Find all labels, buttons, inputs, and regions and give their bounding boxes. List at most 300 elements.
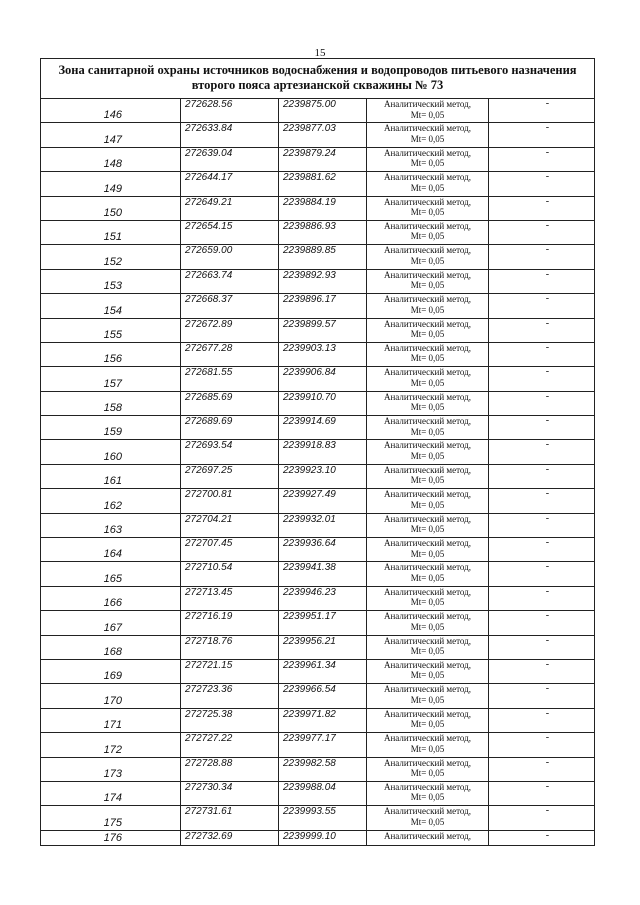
x-coordinate-cell — [181, 270, 279, 293]
accuracy-label: Mt= 0,05 — [410, 768, 445, 779]
y-coordinate-cell — [279, 538, 367, 561]
method-cell — [367, 392, 489, 415]
point-number: 151 — [103, 231, 122, 244]
method-label: Аналитический метод, — [383, 416, 472, 427]
y-coordinate: 2239932.01 — [283, 513, 336, 525]
table-row — [41, 294, 594, 318]
point-number-cell — [41, 465, 181, 488]
extra-value: - — [545, 538, 550, 549]
method-label: Аналитический метод, — [383, 538, 472, 549]
extra-cell — [489, 343, 594, 366]
table-row — [41, 319, 594, 343]
y-coordinate: 2239899.57 — [283, 318, 336, 330]
y-coordinate-cell — [279, 587, 367, 610]
method-cell — [367, 440, 489, 463]
extra-value: - — [545, 147, 550, 158]
point-number-cell — [41, 562, 181, 585]
accuracy-label: Mt= 0,05 — [410, 426, 445, 437]
x-coordinate: 272718.76 — [185, 635, 233, 647]
point-number-cell — [41, 684, 181, 707]
accuracy-label: Mt= 0,05 — [410, 816, 445, 827]
accuracy-label: Mt= 0,05 — [410, 329, 445, 340]
y-coordinate-cell — [279, 733, 367, 756]
extra-value: - — [545, 635, 550, 646]
x-coordinate-cell — [181, 660, 279, 683]
extra-value: - — [545, 684, 550, 695]
y-coordinate-cell — [279, 294, 367, 317]
y-coordinate: 2239977.17 — [283, 733, 336, 745]
point-number: 155 — [103, 328, 122, 341]
x-coordinate: 272689.69 — [185, 416, 233, 428]
accuracy-label: Mt= 0,05 — [410, 353, 445, 364]
table-title-line1: Зона санитарной охраны источников водоснабжения и водопроводов питьевого назначения — [58, 63, 577, 77]
point-number-cell — [41, 367, 181, 390]
extra-cell — [489, 416, 594, 439]
point-number: 173 — [103, 767, 122, 780]
extra-cell — [489, 440, 594, 463]
x-coordinate-cell — [181, 684, 279, 707]
y-coordinate-cell — [279, 660, 367, 683]
table-row — [41, 709, 594, 733]
method-cell — [367, 294, 489, 317]
extra-cell — [489, 221, 594, 244]
accuracy-label: Mt= 0,05 — [410, 231, 445, 242]
x-coordinate-cell — [181, 319, 279, 342]
y-coordinate-cell — [279, 782, 367, 805]
method-label: Аналитический метод, — [383, 245, 472, 256]
extra-cell — [489, 99, 594, 122]
y-coordinate-cell — [279, 99, 367, 122]
method-label: Аналитический метод, — [383, 708, 472, 719]
point-number: 157 — [103, 377, 122, 390]
accuracy-label: Mt= 0,05 — [410, 182, 445, 193]
x-coordinate: 272704.21 — [185, 513, 233, 525]
point-number-cell — [41, 245, 181, 268]
extra-value: - — [545, 464, 550, 475]
point-number: 150 — [103, 206, 122, 219]
accuracy-label: Mt= 0,05 — [410, 597, 445, 608]
y-coordinate: 2239881.62 — [283, 172, 336, 184]
y-coordinate-cell — [279, 636, 367, 659]
x-coordinate-cell — [181, 416, 279, 439]
method-cell — [367, 270, 489, 293]
point-number: 169 — [103, 670, 122, 683]
extra-cell — [489, 538, 594, 561]
x-coordinate-cell — [181, 172, 279, 195]
x-coordinate-cell — [181, 123, 279, 146]
extra-cell — [489, 636, 594, 659]
method-label: Аналитический метод, — [383, 684, 472, 695]
y-coordinate-cell — [279, 806, 367, 829]
x-coordinate-cell — [181, 392, 279, 415]
table-row — [41, 538, 594, 562]
table-row — [41, 758, 594, 782]
x-coordinate-cell — [181, 562, 279, 585]
point-number-cell — [41, 709, 181, 732]
x-coordinate-cell — [181, 99, 279, 122]
extra-value: - — [545, 196, 550, 207]
table-row — [41, 684, 594, 708]
y-coordinate: 2239910.70 — [283, 391, 336, 403]
y-coordinate: 2239966.54 — [283, 684, 336, 696]
method-cell — [367, 636, 489, 659]
extra-cell — [489, 587, 594, 610]
x-coordinate: 272628.56 — [185, 99, 233, 110]
y-coordinate-cell — [279, 148, 367, 171]
extra-value: - — [545, 659, 550, 670]
extra-cell — [489, 782, 594, 805]
table-body — [41, 99, 594, 845]
x-coordinate-cell — [181, 538, 279, 561]
table-row — [41, 123, 594, 147]
point-number: 156 — [103, 353, 122, 366]
point-number: 158 — [103, 402, 122, 415]
table-row — [41, 733, 594, 757]
accuracy-label: Mt= 0,05 — [410, 524, 445, 535]
extra-cell — [489, 660, 594, 683]
table-row — [41, 489, 594, 513]
y-coordinate: 2239993.55 — [283, 806, 336, 818]
method-cell — [367, 831, 489, 845]
point-number-cell — [41, 99, 181, 122]
method-label: Аналитический метод, — [383, 757, 472, 768]
method-label: Аналитический метод, — [383, 440, 472, 451]
table-row — [41, 440, 594, 464]
x-coordinate: 272721.15 — [185, 659, 233, 671]
accuracy-label: Mt= 0,05 — [410, 304, 445, 315]
x-coordinate: 272654.15 — [185, 220, 233, 232]
point-number-cell — [41, 343, 181, 366]
extra-cell — [489, 489, 594, 512]
point-number-cell — [41, 538, 181, 561]
y-coordinate-cell — [279, 367, 367, 390]
x-coordinate: 272725.38 — [185, 708, 233, 720]
point-number: 161 — [103, 475, 122, 488]
extra-cell — [489, 562, 594, 585]
extra-value: - — [545, 611, 550, 622]
point-number-cell — [41, 611, 181, 634]
table-row — [41, 562, 594, 586]
point-number-cell — [41, 319, 181, 342]
extra-cell — [489, 367, 594, 390]
method-label: Аналитический метод, — [383, 367, 472, 378]
extra-value: - — [545, 123, 550, 134]
extra-cell — [489, 245, 594, 268]
extra-value: - — [545, 757, 550, 768]
table-row — [41, 148, 594, 172]
point-number: 168 — [103, 645, 122, 658]
method-cell — [367, 489, 489, 512]
point-number: 146 — [103, 109, 122, 122]
method-label: Аналитический метод, — [383, 220, 472, 231]
x-coordinate-cell — [181, 636, 279, 659]
method-label: Аналитический метод, — [383, 562, 472, 573]
table-row — [41, 367, 594, 391]
x-coordinate-cell — [181, 782, 279, 805]
extra-cell — [489, 465, 594, 488]
extra-cell — [489, 270, 594, 293]
point-number-cell — [41, 148, 181, 171]
y-coordinate-cell — [279, 392, 367, 415]
method-label: Аналитический метод, — [383, 99, 472, 109]
y-coordinate-cell — [279, 611, 367, 634]
accuracy-label: Mt= 0,05 — [410, 621, 445, 632]
method-label: Аналитический метод, — [383, 635, 472, 646]
accuracy-label: Mt= 0,05 — [410, 255, 445, 266]
extra-value: - — [545, 781, 550, 792]
point-number: 149 — [103, 182, 122, 195]
extra-value: - — [545, 806, 550, 817]
accuracy-label: Mt= 0,05 — [410, 499, 445, 510]
method-cell — [367, 465, 489, 488]
extra-cell — [489, 294, 594, 317]
extra-value: - — [545, 318, 550, 329]
point-number-cell — [41, 172, 181, 195]
y-coordinate: 2239923.10 — [283, 464, 336, 476]
accuracy-label: Mt= 0,05 — [410, 450, 445, 461]
method-label: Аналитический метод, — [383, 659, 472, 670]
page-number: 15 — [314, 47, 326, 59]
y-coordinate: 2239971.82 — [283, 708, 336, 720]
table-row — [41, 782, 594, 806]
point-number-cell — [41, 392, 181, 415]
point-number-cell — [41, 514, 181, 537]
y-coordinate: 2239875.00 — [283, 99, 336, 110]
method-label: Аналитический метод, — [383, 733, 472, 744]
extra-value: - — [545, 440, 550, 451]
accuracy-label: Mt= 0,05 — [410, 475, 445, 486]
y-coordinate-cell — [279, 416, 367, 439]
extra-value: - — [545, 416, 550, 427]
y-coordinate: 2239914.69 — [283, 416, 336, 428]
method-label: Аналитический метод, — [383, 342, 472, 353]
table-row — [41, 587, 594, 611]
y-coordinate-cell — [279, 221, 367, 244]
method-label: Аналитический метод, — [383, 781, 472, 792]
method-cell — [367, 538, 489, 561]
point-number: 175 — [103, 816, 122, 829]
x-coordinate: 272681.55 — [185, 367, 233, 379]
extra-cell — [489, 197, 594, 220]
point-number: 167 — [103, 621, 122, 634]
y-coordinate: 2239879.24 — [283, 147, 336, 159]
point-number-cell — [41, 489, 181, 512]
y-coordinate-cell — [279, 489, 367, 512]
y-coordinate: 2239941.38 — [283, 562, 336, 574]
x-coordinate: 272639.04 — [185, 147, 233, 159]
extra-value: - — [545, 245, 550, 256]
table-row — [41, 99, 594, 123]
method-label: Аналитический метод, — [383, 269, 472, 280]
table-row — [41, 245, 594, 269]
method-label: Аналитический метод, — [383, 318, 472, 329]
y-coordinate-cell — [279, 684, 367, 707]
point-number: 163 — [103, 524, 122, 537]
y-coordinate-cell — [279, 197, 367, 220]
method-cell — [367, 123, 489, 146]
point-number-cell — [41, 660, 181, 683]
table-title-line2: второго пояса артезианской скважины № 73 — [191, 78, 444, 92]
extra-value: - — [545, 391, 550, 402]
accuracy-label: Mt= 0,05 — [410, 133, 445, 144]
extra-value: - — [545, 367, 550, 378]
x-coordinate: 272707.45 — [185, 538, 233, 550]
x-coordinate-cell — [181, 465, 279, 488]
extra-cell — [489, 806, 594, 829]
method-cell — [367, 709, 489, 732]
y-coordinate-cell — [279, 709, 367, 732]
y-coordinate: 2239906.84 — [283, 367, 336, 379]
method-cell — [367, 367, 489, 390]
extra-cell — [489, 148, 594, 171]
method-cell — [367, 172, 489, 195]
method-label: Аналитический метод, — [383, 611, 472, 622]
method-cell — [367, 782, 489, 805]
method-label: Аналитический метод, — [383, 464, 472, 475]
accuracy-label: Mt= 0,05 — [410, 572, 445, 583]
x-coordinate-cell — [181, 587, 279, 610]
y-coordinate-cell — [279, 343, 367, 366]
x-coordinate-cell — [181, 806, 279, 829]
x-coordinate-cell — [181, 343, 279, 366]
method-cell — [367, 611, 489, 634]
point-number-cell — [41, 416, 181, 439]
x-coordinate-cell — [181, 611, 279, 634]
method-cell — [367, 148, 489, 171]
x-coordinate-cell — [181, 294, 279, 317]
y-coordinate: 2239884.19 — [283, 196, 336, 208]
x-coordinate: 272672.89 — [185, 318, 233, 330]
y-coordinate: 2239877.03 — [283, 123, 336, 135]
method-cell — [367, 758, 489, 781]
extra-cell — [489, 123, 594, 146]
x-coordinate: 272668.37 — [185, 294, 233, 306]
y-coordinate-cell — [279, 440, 367, 463]
method-cell — [367, 221, 489, 244]
point-number: 166 — [103, 597, 122, 610]
point-number: 152 — [103, 255, 122, 268]
extra-cell — [489, 758, 594, 781]
point-number-cell — [41, 636, 181, 659]
point-number: 147 — [103, 133, 122, 146]
table-row — [41, 806, 594, 830]
method-label: Аналитический метод, — [383, 196, 472, 207]
extra-value: - — [545, 172, 550, 183]
x-coordinate: 272728.88 — [185, 757, 233, 769]
point-number: 170 — [103, 694, 122, 707]
table-row — [41, 392, 594, 416]
point-number: 172 — [103, 743, 122, 756]
y-coordinate: 2239889.85 — [283, 245, 336, 257]
x-coordinate: 272731.61 — [185, 806, 233, 818]
x-coordinate-cell — [181, 733, 279, 756]
y-coordinate-cell — [279, 562, 367, 585]
table-row — [41, 514, 594, 538]
x-coordinate: 272730.34 — [185, 781, 233, 793]
y-coordinate: 2239918.83 — [283, 440, 336, 452]
method-cell — [367, 562, 489, 585]
point-number: 162 — [103, 499, 122, 512]
point-number: 148 — [103, 158, 122, 171]
x-coordinate: 272693.54 — [185, 440, 233, 452]
accuracy-label: Mt= 0,05 — [410, 743, 445, 754]
method-cell — [367, 684, 489, 707]
x-coordinate: 272685.69 — [185, 391, 233, 403]
method-cell — [367, 245, 489, 268]
y-coordinate: 2239946.23 — [283, 586, 336, 598]
table-row — [41, 343, 594, 367]
table-row — [41, 416, 594, 440]
x-coordinate: 272633.84 — [185, 123, 233, 135]
extra-cell — [489, 709, 594, 732]
point-number: 159 — [103, 426, 122, 439]
point-number: 160 — [103, 450, 122, 463]
extra-cell — [489, 684, 594, 707]
y-coordinate-cell — [279, 514, 367, 537]
point-number-cell — [41, 123, 181, 146]
extra-cell — [489, 733, 594, 756]
x-coordinate: 272716.19 — [185, 611, 233, 623]
method-label: Аналитический метод, — [383, 513, 472, 524]
y-coordinate: 2239988.04 — [283, 781, 336, 793]
extra-value: - — [545, 562, 550, 573]
method-cell — [367, 660, 489, 683]
x-coordinate: 272732.69 — [185, 830, 233, 842]
x-coordinate: 272727.22 — [185, 733, 233, 745]
point-number: 174 — [103, 792, 122, 805]
table-row — [41, 172, 594, 196]
x-coordinate-cell — [181, 440, 279, 463]
x-coordinate-cell — [181, 245, 279, 268]
extra-value: - — [545, 342, 550, 353]
method-label: Аналитический метод, — [383, 806, 472, 817]
point-number-cell — [41, 758, 181, 781]
point-number-cell — [41, 782, 181, 805]
accuracy-label: Mt= 0,05 — [410, 158, 445, 169]
y-coordinate: 2239892.93 — [283, 269, 336, 281]
point-number-cell — [41, 587, 181, 610]
extra-value: - — [545, 294, 550, 305]
extra-value: - — [545, 830, 550, 841]
extra-cell — [489, 611, 594, 634]
method-label: Аналитический метод, — [383, 147, 472, 158]
accuracy-label: Mt= 0,05 — [410, 670, 445, 681]
extra-cell — [489, 319, 594, 342]
x-coordinate-cell — [181, 709, 279, 732]
method-label: Аналитический метод, — [383, 172, 472, 183]
table-row — [41, 611, 594, 635]
method-label: Аналитический метод, — [383, 586, 472, 597]
x-coordinate: 272710.54 — [185, 562, 233, 574]
accuracy-label: Mt= 0,05 — [410, 548, 445, 559]
y-coordinate-cell — [279, 123, 367, 146]
x-coordinate: 272659.00 — [185, 245, 233, 257]
extra-value: - — [545, 586, 550, 597]
table-row — [41, 465, 594, 489]
point-number-cell — [41, 733, 181, 756]
accuracy-label: Mt= 0,05 — [410, 719, 445, 730]
extra-cell — [489, 514, 594, 537]
method-label: Аналитический метод, — [383, 391, 472, 402]
point-number: 164 — [103, 548, 122, 561]
table-row — [41, 636, 594, 660]
x-coordinate: 272663.74 — [185, 269, 233, 281]
point-number: 176 — [103, 831, 122, 844]
y-coordinate: 2239936.64 — [283, 538, 336, 550]
y-coordinate: 2239927.49 — [283, 489, 336, 501]
x-coordinate: 272644.17 — [185, 172, 233, 184]
method-cell — [367, 587, 489, 610]
